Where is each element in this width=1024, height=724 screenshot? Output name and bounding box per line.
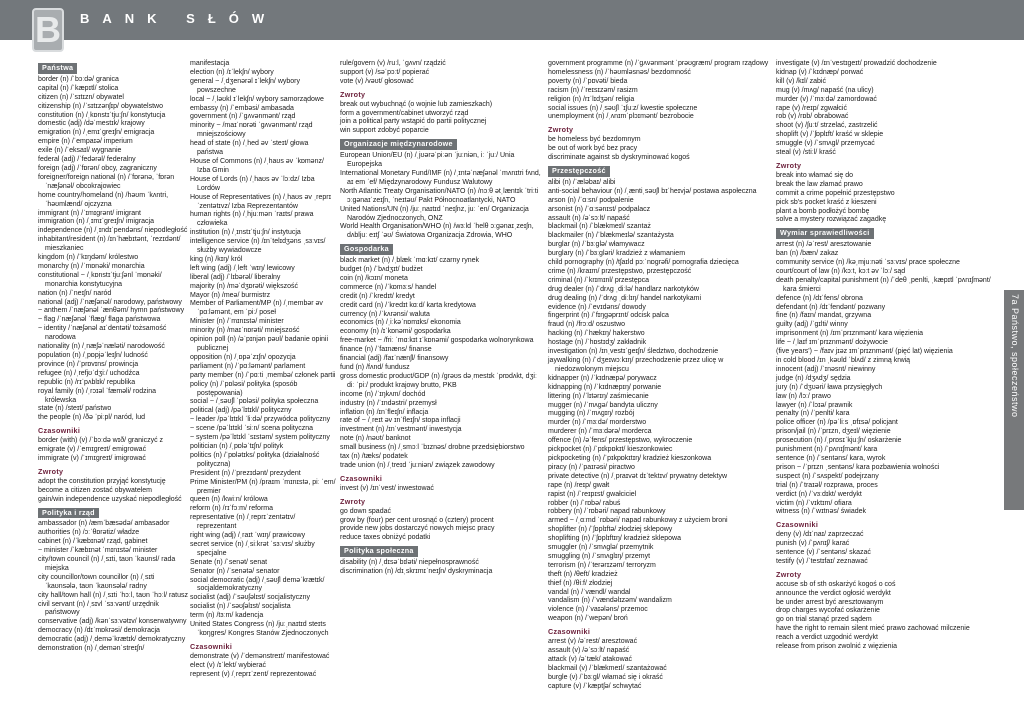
vocab-entry: grow by (four) per cent urosnąć o (cztery) procent xyxy=(340,516,494,524)
vocab-entry: ambassador (n) /æmˈbæsədə/ ambasador xyxy=(38,520,170,528)
vocab-entry: social democratic (adj) /ˌsəʊʃl deməˈkrætɪk/ socjaldemokratyczny xyxy=(190,576,325,593)
vocab-entry: (five years') ~ /faɪv jɪəz ɪmˈprɪznmənt/ (pięć lat) więzienia xyxy=(776,348,953,356)
vocab-entry: finance (n) /ˈfaɪnæns/ finanse xyxy=(340,346,432,354)
vocab-entry: United States Congress (n) /juːˌnaɪtɪd steɪts ˈkɒŋɡres/ Kongres Stanów Zjednoczonych xyxy=(190,621,329,637)
section-heading: Gospodarka xyxy=(340,244,393,255)
vocab-entry: trial (n) /ˈtraɪəl/ rozprawa, proces xyxy=(776,481,878,489)
vocab-entry: emigration (n) /ˌemɪˈɡreɪʃn/ emigracja xyxy=(38,129,155,137)
vocab-entry: democracy (n) /dɪˈmɒkrəsi/ demokracja xyxy=(38,627,160,635)
vocab-entry: ~ flag /ˈnæʃənəl ˈflæɡ/ flaga państwowa xyxy=(38,316,161,324)
vocab-entry: inflation (n) /ɪnˈfleɪʃn/ inflacja xyxy=(340,408,429,416)
vocab-entry: blackmailer (n) /ˈblækmeɪlə/ szantażysta xyxy=(548,232,674,240)
vocab-entry: black market (n) /ˌblæk ˈmɑːkɪt/ czarny rynek xyxy=(340,257,480,265)
vocab-entry: election (n) /ɪˈlekʃn/ wybory xyxy=(190,68,274,76)
vocab-entry: police officer (n) /pəˈliːs ˌɒfɪsə/ policjant xyxy=(776,419,898,427)
vocab-entry: reach a verdict uzgodnić werdykt xyxy=(776,634,878,642)
vocab-entry: queen (n) /kwiːn/ królowa xyxy=(190,496,268,504)
vocab-entry: ~ system /pəˈlɪtɪkl ˈsɪstəm/ system polityczny xyxy=(190,434,330,442)
vocab-entry: jury (n) /ˈdʒʊəri/ ława przysięgłych xyxy=(776,383,883,391)
section-heading: Polityka i rząd xyxy=(38,508,99,519)
vocab-entry: kidnapping (n) /ˈkɪdnæpɪŋ/ porwanie xyxy=(548,383,662,391)
vocab-entry: foreign (adj) /ˈfɒrən/ obcy, zagraniczny xyxy=(38,164,157,172)
vocab-entry: opposition (n) /ˌɒpəˈzɪʃn/ opozycja xyxy=(190,353,296,361)
vocab-entry: politics (n) /ˈpɒlətɪks/ polityka (działalność polityczna) xyxy=(190,451,320,468)
vocab-entry: solve a mystery rozwiązać zagadkę xyxy=(776,216,887,224)
vocab-entry: terrorism (n) /ˈterərɪzəm/ terroryzm xyxy=(548,561,656,569)
vocab-entry: racism (n) /ˈreɪsɪzəm/ rasizm xyxy=(548,86,638,94)
vocab-entry: represent (v) /ˌreprɪˈzent/ reprezentować xyxy=(190,670,317,678)
vocab-entry: term (n) /tɜːm/ kadencja xyxy=(190,612,264,620)
vocab-entry: anti-social behaviour (n) /ˌæntiˌsəʊʃl bɪˈheɪvjə/ postawa aspołeczna xyxy=(548,187,757,195)
vocab-entry: shoplifter (n) /ˈʃɒplɪftə/ złodziej sklepowy xyxy=(548,526,673,534)
section-heading: Przestępczość xyxy=(548,166,610,177)
section-letter: B xyxy=(32,8,64,52)
vocab-entry: rob (v) /rɒb/ obrabować xyxy=(776,113,849,121)
vocab-entry: ~ scene /pəˈlɪtɪkl ˈsiːn/ scena polityczna xyxy=(190,425,314,433)
vocab-entry: demonstration (n) /ˌdemənˈstreɪʃn/ xyxy=(38,645,145,653)
vocab-entry: child pornography (n) /tʃaɪld pɔːˈnɒɡrəfi/ pornografia dziecięca xyxy=(548,259,739,267)
vocab-entry: republic (n) /rɪˈpʌblɪk/ republika xyxy=(38,378,136,386)
vocab-entry: defence (n) /dɪˈfens/ obrona xyxy=(776,294,863,302)
vocab-entry: plant a bomb podłożyć bombę xyxy=(776,207,870,215)
vocab-entry: rate of ~ /ˌreɪt əv ɪnˈfleɪʃn/ stopa inflacji xyxy=(340,417,461,425)
vocab-entry: foreigner/foreign national (n) /ˈfɒrənə, ˈfɒrən ˈnæʃənəl/ obcokrajowiec xyxy=(38,173,175,190)
vocab-entry: province (n) /ˈprɒvɪns/ prowincja xyxy=(38,360,139,368)
vocab-entry: fine (n) /faɪn/ mandat, grzywna xyxy=(776,312,872,320)
vocab-entry: representative (n) /ˌreprɪˈzentətɪv/ reprezentant xyxy=(190,514,296,531)
vocab-entry: join a political party wstąpić do partii politycznej xyxy=(340,118,487,126)
vocab-entry: prison/jail (n) /ˈprɪzn, dʒeɪl/ więzienie xyxy=(776,428,891,436)
vocab-entry: penalty (n) /ˈpenlti/ kara xyxy=(776,410,850,418)
vocab-entry: citizen (n) /ˈsɪtɪzn/ obywatel xyxy=(38,93,124,101)
vocab-entry: alibi (n) /ˈæləbaɪ/ alibi xyxy=(548,178,616,186)
side-tab[interactable] xyxy=(1004,290,1024,510)
vocab-entry: emigrate (v) /ˈemɪɡreɪt/ emigrować xyxy=(38,446,147,454)
vocab-entry: suspect (n) /ˈsʌspekt/ podejrzany xyxy=(776,472,879,480)
vocab-entry: become a citizen zostać obywatelem xyxy=(38,486,152,494)
vocab-entry: be under arrest być aresztowanym xyxy=(776,598,884,606)
subsection-heading: Czasowniki xyxy=(548,627,591,637)
vocab-entry: shoplift (v) /ˈʃɒplɪft/ kraść w sklepie xyxy=(776,131,884,139)
vocab-entry: prosecution (n) /ˌprɒsɪˈkjuːʃn/ oskarżenie xyxy=(776,437,902,445)
vocab-entry: court/court of law (n) /kɔːt, kɔːt əv ˈlɔː/ sąd xyxy=(776,267,906,275)
vocab-entry: crime (n) /kraɪm/ przestępstwo, przestępczość xyxy=(548,267,692,275)
vocab-entry: city/town council (n) /ˌsɪti, taʊn ˈkaʊnsl/ rada miejska xyxy=(38,556,176,572)
vocab-entry: murderer (n) /ˈmɜːdərə/ morderca xyxy=(548,428,652,436)
subsection-heading: Zwroty xyxy=(340,496,366,506)
section-heading: Państwa xyxy=(38,63,77,74)
vocab-entry: trade union (n) /ˌtreɪd ˈjuːniən/ związek zawodowy xyxy=(340,461,495,469)
vocab-entry: drop charges wycofać oskarżenie xyxy=(776,607,880,615)
vocab-entry: testify (v) /ˈtestɪfaɪ/ zeznawać xyxy=(776,557,868,565)
vocab-entry: opinion poll (n) /əˈpɪnjən pəʊl/ badanie opinii publicznej xyxy=(190,336,329,352)
vocab-entry: smuggler (n) /ˈsmʌɡlə/ przemytnik xyxy=(548,544,654,552)
column-5 xyxy=(776,60,1001,652)
vocab-entry: evidence (n) /ˈevɪdəns/ dowody xyxy=(548,303,646,311)
vocab-entry: pick sb's pocket kraść z kieszeni xyxy=(776,198,877,206)
vocab-entry: hostage (n) /ˈhɒstɪdʒ/ zakładnik xyxy=(548,339,647,347)
vocab-entry: nationality (n) /ˌnæʃəˈnæləti/ narodowość xyxy=(38,343,165,351)
vocab-entry: constitutional ~ /ˌkɒnstɪˈtjuːʃənl ˈmɒnəki/ monarchia konstytucyjna xyxy=(38,271,162,288)
vocab-entry: note (n) /nəʊt/ banknot xyxy=(340,435,411,443)
subsection-heading: Zwroty xyxy=(340,89,366,99)
vocab-entry: investigation (n) /ɪnˌvestɪˈɡeɪʃn/ śledztwo, dochodzenie xyxy=(548,348,719,356)
vocab-entry: immigration (n) /ˌɪmɪˈɡreɪʃn/ imigracja xyxy=(38,218,154,226)
vocab-entry: head of state (n) /ˌhed əv ˈsteɪt/ głowa państwa xyxy=(190,140,309,157)
vocab-entry: independence (n) /ˌɪndɪˈpendəns/ niepodległość xyxy=(38,227,188,235)
vocab-entry: government (n) /ˈɡʌvənmənt/ rząd xyxy=(190,113,296,121)
vocab-entry: socialist (n) /ˈsəʊʃəlɪst/ socjalista xyxy=(190,603,291,611)
vocab-entry: murder (n) /ˈmɜːdə/ morderstwo xyxy=(548,419,647,427)
vocab-entry: arrest (n) /əˈrest/ aresztowanie xyxy=(776,241,872,249)
vocab-entry: financial (adj) /faɪˈnænʃl/ finansowy xyxy=(340,355,449,363)
vocab-entry: steal (v) /stiːl/ kraść xyxy=(776,149,836,157)
vocab-entry: poverty (n) /ˈpɒvəti/ bieda xyxy=(548,77,628,85)
vocab-entry: citizenship (n) /ˈsɪtɪzənʃɪp/ obywatelstwo xyxy=(38,102,163,110)
vocab-entry: kill (v) /kɪl/ zabić xyxy=(776,77,826,85)
vocab-entry: House of Lords (n) /ˌhaʊs əv ˈlɔːdz/ Izba Lordów xyxy=(190,175,315,192)
vocab-entry: vandalism (n) /ˈvændəlɪzəm/ wandalizm xyxy=(548,597,672,605)
vocab-entry: in cold blood /ɪn ˌkəʊld ˈblʌd/ z zimną krwią xyxy=(776,357,911,364)
vocab-entry: Member of Parliament/MP (n) /ˌmembər əv ˈpɑːləmənt, em ˈpiː/ poseł xyxy=(190,300,323,317)
vocab-entry: littering (n) /ˈlɪtərɪŋ/ zaśmiecanie xyxy=(548,392,649,400)
vocab-entry: kidnap (v) /ˈkɪdnæp/ porwać xyxy=(776,68,864,76)
vocab-entry: embassy (n) /ˈembəsi/ ambasada xyxy=(190,104,294,112)
vocab-entry: politician (n) /ˌpɒləˈtɪʃn/ polityk xyxy=(190,442,284,450)
vocab-entry: unemployment (n) /ˌʌnɪmˈplɔɪmənt/ bezrobocie xyxy=(548,113,694,121)
vocab-entry: civil servant (n) /ˌsɪvl ˈsɜːvənt/ urzędnik państwowy xyxy=(38,600,159,617)
vocab-entry: fund (n) /fʌnd/ fundusz xyxy=(340,364,410,371)
vocab-entry: ~ identity /ˈnæʃənəl aɪˈdentəti/ tożsamość narodowa xyxy=(38,325,167,342)
vocab-entry: be out of work być bez pracy xyxy=(548,145,638,153)
vocab-entry: verdict (n) /ˈvɜːdɪkt/ werdykt xyxy=(776,490,862,498)
vocab-entry: weapon (n) /ˈwepən/ broń xyxy=(548,615,628,623)
vocab-entry: smuggle (v) /ˈsmʌɡl/ przemycać xyxy=(776,140,875,148)
vocab-entry: intelligence service (n) /ɪnˈtelɪdʒəns ˌsɜːvɪs/ służby wywiadowcze xyxy=(190,238,326,255)
vocab-entry: elect (v) /ɪˈlekt/ wybierać xyxy=(190,661,267,669)
vocab-entry: jaywalking (n) /ˈdʒeɪwɔːkɪŋ/ przechodzenie przez ulicę w niedozwolonym miejscu xyxy=(548,357,724,373)
vocab-entry: liberal (adj) /ˈlɪbərəl/ liberalny xyxy=(190,273,281,281)
vocab-entry: mugging (n) /ˈmʌɡɪŋ/ rozbój xyxy=(548,410,635,418)
vocab-entry: border (with) (v) /ˈbɔːdə wɪð/ graniczyć z xyxy=(38,437,164,445)
vocab-entry: announce the verdict ogłosić werdykt xyxy=(776,589,891,597)
vocab-entry: king (n) /kɪŋ/ król xyxy=(190,255,243,263)
vocab-entry: federal (adj) /ˈfedərəl/ federalny xyxy=(38,156,136,164)
vocab-entry: prison ~ /ˈprɪzn ˌsentəns/ kara pozbawienia wolności xyxy=(776,463,940,471)
vocab-entry: homelessness (n) /ˈhəʊmləsnəs/ bezdomność xyxy=(548,68,691,76)
vocab-entry: mug (v) /mʌɡ/ napaść (na ulicy) xyxy=(776,86,874,94)
vocab-entry: the people (n) /ðə ˈpiːpl/ naród, lud xyxy=(38,414,146,422)
vocab-entry: kingdom (n) /ˈkɪŋdəm/ królestwo xyxy=(38,254,139,262)
vocab-entry: life ~ /ˌlaɪf ɪmˈprɪznmənt/ dożywocie xyxy=(776,339,888,347)
vocab-entry: North Atlantic Treaty Organisation/NATO (n) /nɔːθ ətˌlæntɪk ˈtriːti ɔːɡənaɪˈzeɪʃn, ˈneɪtəʊ/ Pakt Północnoatlantycki, NATO xyxy=(340,187,539,204)
vocab-entry: industry (n) /ˈɪndəstri/ przemysł xyxy=(340,399,437,407)
vocab-entry: institution (n) /ˌɪnstɪˈtjuːʃn/ instytucja xyxy=(190,229,301,237)
vocab-entry: minority (n) /maɪˈnɒrəti/ mniejszość xyxy=(190,327,300,335)
vocab-entry: policy (n) /ˈpɒləsi/ polityka (sposób postępowania) xyxy=(190,380,298,397)
vocab-entry: discriminate against sb dyskryminować kogoś xyxy=(548,154,690,162)
vocab-entry: violence (n) /ˈvaɪələns/ przemoc xyxy=(548,606,648,614)
vocab-entry: World Health Organisation/WHO (n) /wɜːld ˈhelθ ɔːɡənaɪˌzeɪʃn, dʌbljuː eɪtʃ ˈəʊ/ Światowa Organizacja Zdrowia, WHO xyxy=(340,223,534,240)
vocab-entry: piracy (n) /ˈpaɪrəsi/ piractwo xyxy=(548,463,635,471)
vocab-entry: drug dealer (n) /ˈdrʌɡ ˌdiːlə/ handlarz narkotyków xyxy=(548,285,699,293)
vocab-entry: economics (n) /ˌiːkəˈnɒmɪks/ ekonomia xyxy=(340,319,461,327)
vocab-entry: innocent (adj) /ˈɪnəsnt/ niewinny xyxy=(776,365,876,373)
vocab-entry: economy (n) /ɪˈkɒnəmi/ gospodarka xyxy=(340,328,451,336)
vocab-entry: kidnapper (n) /ˈkɪdnæpə/ porywacz xyxy=(548,374,657,382)
column-2 xyxy=(190,60,336,680)
vocab-entry: cabinet (n) /ˈkæbɪnət/ rząd, gabinet xyxy=(38,538,148,546)
vocab-entry: blackmail (n) /ˈblækmeɪl/ szantaż xyxy=(548,223,651,231)
vocab-entry: Minister (n) /ˈmɪnɪstə/ minister xyxy=(190,318,284,326)
vocab-entry: community service (n) /kəˌmjuːnəti ˈsɜːvɪs/ prace społeczne xyxy=(776,259,960,267)
vocab-entry: capital (n) /ˈkæpɪtl/ stolica xyxy=(38,84,119,92)
subsection-heading: Zwroty xyxy=(776,160,802,170)
vocab-entry: murder (v) /ˈmɜːdə/ zamordować xyxy=(776,95,877,103)
vocab-entry: empire (n) /ˈempaɪə/ imperium xyxy=(38,138,133,146)
vocab-entry: have the right to remain silent mieć prawo zachować milczenie xyxy=(776,625,970,633)
vocab-entry: ban (n) /bæn/ zakaz xyxy=(776,250,839,258)
vocab-entry: constitution (n) /ˌkɒnstɪˈtjuːʃn/ konstytucja xyxy=(38,111,166,119)
vocab-entry: defendant (n) /dɪˈfendənt/ pozwany xyxy=(776,303,886,311)
vocab-entry: disability (n) /ˌdɪsəˈbɪləti/ niepełnosprawność xyxy=(340,559,479,567)
vocab-entry: deny (v) /dɪˈnaɪ/ zaprzeczać xyxy=(776,531,864,539)
vocab-entry: burglar (n) /ˈbɜːɡlə/ włamywacz xyxy=(548,241,645,249)
subsection-heading: Czasowniki xyxy=(38,426,81,436)
vocab-entry: rape (n) /reɪp/ gwałt xyxy=(548,481,610,489)
vocab-entry: authorities (n) /ɔːˈθɒrətiz/ władze xyxy=(38,529,140,537)
vocab-entry: criminal (n) /ˈkrɪmɪnl/ przestępca xyxy=(548,276,650,284)
vocab-entry: ~ minister /ˈkæbɪnət ˈmɪnɪstə/ minister xyxy=(38,547,158,555)
vocab-entry: form a government/cabinet utworzyć rząd xyxy=(340,109,469,117)
vocab-entry: social issues (n) /ˌsəʊʃl ˈɪʃuːz/ kwestie społeczne xyxy=(548,104,698,112)
vocab-entry: United Nations/UN (n) /juːˌnaɪtɪd ˈneɪʃnz, juː ˈen/ Organizacja Narodów Zjednoczonych, ONZ xyxy=(340,205,529,222)
vocab-entry: armed ~ /ˌɑːmd ˈrɒbəri/ napad rabunkowy z użyciem broni xyxy=(548,517,728,525)
subsection-heading: Czasowniki xyxy=(776,520,819,530)
vocab-entry: be homeless być bezdomnym xyxy=(548,136,641,144)
vocab-entry: reform (n) /rɪˈfɔːm/ reforma xyxy=(190,505,273,513)
vocab-entry: offence (n) /əˈfens/ przestępstwo, wykroczenie xyxy=(548,437,693,445)
vocab-entry: immigrate (v) /ˈɪmɪɡreɪt/ imigrować xyxy=(38,454,146,462)
vocab-entry: home country/homeland (n) /həʊm ˈkʌntri, ˈhəʊmlænd/ ojczyzna xyxy=(38,191,169,208)
vocab-entry: socialist (adj) /ˈsəʊʃəlɪst/ socjalistyczny xyxy=(190,594,311,602)
vocab-entry: adopt the constitution przyjąć konstytucję xyxy=(38,477,166,485)
vocab-entry: break the law złamać prawo xyxy=(776,180,863,188)
column-3 xyxy=(340,60,545,577)
vocab-entry: fingerprint (n) /ˈfɪŋɡəprɪnt/ odcisk palca xyxy=(548,312,669,320)
vocab-entry: thief (n) /θiːf/ złodziej xyxy=(548,579,613,587)
section-heading: Wymiar sprawiedliwości xyxy=(776,228,874,239)
vocab-entry: inhabitant/resident (n) /ɪnˈhæbɪtənt, ˈrezɪdənt/ mieszkaniec xyxy=(38,236,181,253)
vocab-entry: rapist (n) /ˈreɪpɪst/ gwałciciel xyxy=(548,490,637,498)
vocab-entry: blackmail (v) /ˈblækmeɪl/ szantażować xyxy=(548,664,667,672)
column-1 xyxy=(38,60,188,654)
vocab-entry: robbery (n) /ˈrɒbəri/ napad rabunkowy xyxy=(548,508,666,516)
vocab-entry: investment (n) /ɪnˈvestmənt/ inwestycja xyxy=(340,426,462,434)
vocab-entry: general ~ /ˌdʒenərəl ɪˈlekʃn/ wybory powszechne xyxy=(190,77,300,94)
vocab-entry: punishment (n) /ˈpʌnɪʃmənt/ kara xyxy=(776,446,878,454)
vocab-entry: robber (n) /ˈrɒbə/ rabuś xyxy=(548,499,621,507)
vocab-entry: pickpocket (n) /ˈpɪkpɒkɪt/ kieszonkowiec xyxy=(548,446,673,454)
vocab-entry: commerce (n) /ˈkɒmɜːs/ handel xyxy=(340,283,437,291)
side-tab-label: 7a Państwo, społeczeństwo xyxy=(1010,294,1020,418)
vocab-entry: income (n) /ˈɪŋkʌm/ dochód xyxy=(340,390,426,398)
vocab-entry: state (n) /steɪt/ państwo xyxy=(38,405,112,413)
vocab-entry: International Monetary Fund/IMF (n) /ˌɪntəˈnæʃənəl ˈmʌnɪtri fʌnd, aɪ em ˈef/ Międzynarodowy Fundusz Walutowy xyxy=(340,169,541,186)
subsection-heading: Zwroty xyxy=(548,125,574,135)
vocab-entry: judge (n) /dʒʌdʒ/ sędzia xyxy=(776,374,851,382)
vocab-entry: guilty (adj) /ˈɡɪlti/ winny xyxy=(776,321,848,329)
vocab-entry: coin (n) /kɔɪn/ moneta xyxy=(340,274,408,282)
vocab-entry: President (n) /ˈprezɪdənt/ prezydent xyxy=(190,469,301,477)
vocab-entry: European Union/EU (n) /ˌjʊərəˈpiːən ˈjuːniən, iː ˈjuː/ Unia Europejska xyxy=(340,152,515,169)
vocab-entry: city hall/town hall (n) /ˌsɪti ˈhɔːl, taʊn ˈhɔːl/ ratusz xyxy=(38,591,189,599)
vocab-entry: lawyer (n) /ˈlɔɪə/ prawnik xyxy=(776,401,853,409)
subsection-heading: Zwroty xyxy=(776,569,802,579)
vocab-entry: reduce taxes obniżyć podatki xyxy=(340,534,431,542)
vocab-entry: majority (n) /məˈdʒɒrəti/ większość xyxy=(190,282,299,290)
vocab-entry: religion (n) /rɪˈlɪdʒən/ religia xyxy=(548,95,635,103)
vocab-entry: Senator (n) /ˈsenətə/ senator xyxy=(190,567,280,575)
vocab-entry: attack (v) /əˈtæk/ atakować xyxy=(548,655,633,663)
vocab-entry: invest (v) /ɪnˈvest/ inwestować xyxy=(340,484,434,492)
vocab-entry: investigate (v) /ɪnˈvestɪɡeɪt/ prowadzić dochodzenie xyxy=(776,60,937,67)
vocab-entry: commit a crime popełnić przestępstwo xyxy=(776,189,895,197)
vocab-entry: House of Representatives (n) /ˌhaʊs əv ˌreprɪˈzentətɪvz/ Izba Reprezentantów xyxy=(190,193,332,210)
vocab-entry: monarchy (n) /ˈmɒnəki/ monarchia xyxy=(38,262,145,270)
vocab-entry: break into włamać się do xyxy=(776,171,854,179)
vocab-entry: shoplifting (n) /ˈʃɒplɪftɪŋ/ kradzież sklepowa xyxy=(548,535,681,543)
vocab-entry: sentence (n) /ˈsentəns/ kara, wyrok xyxy=(776,454,886,462)
vocab-entry: local ~ /ˌləʊkl ɪˈlekʃn/ wybory samorządowe xyxy=(190,95,324,103)
vocab-entry: national (adj) /ˈnæʃənəl/ narodowy, państwowy xyxy=(38,298,182,306)
vocab-entry: secret service (n) /ˌsiːkrət ˈsɜːvɪs/ służby specjalne xyxy=(190,540,315,557)
vocab-entry: city councillor/town councillor (n) /ˌsɪti ˈkaʊnsələ, taʊn ˈkaʊnsələ/ radny xyxy=(38,573,155,590)
vocab-entry: go down spadać xyxy=(340,507,391,515)
vocab-entry: hacking (n) /ˈhækɪŋ/ hakerstwo xyxy=(548,330,645,338)
vocab-entry: left wing (adj) /ˌleft ˈwɪŋ/ lewicowy xyxy=(190,264,295,272)
vocab-entry: imprisonment (n) /ɪmˈprɪznmənt/ kara więzienia xyxy=(776,330,923,338)
vocab-entry: fraud (n) /frɔːd/ oszustwo xyxy=(548,321,626,329)
vocab-entry: small business (n) /ˌsmɔːl ˈbɪznəs/ drobne przedsiębiorstwo xyxy=(340,444,525,452)
vocab-entry: Prime Minister/PM (n) /praɪm ˈmɪnɪstə, piː ˈem/ premier xyxy=(190,478,336,495)
vocab-entry: nation (n) /ˈneɪʃn/ naród xyxy=(38,289,112,297)
vocab-entry: human rights (n) /ˌhjuːmən ˈraɪts/ prawa człowieka xyxy=(190,211,314,228)
vocab-entry: political (adj) /pəˈlɪtɪkl/ polityczny xyxy=(190,407,292,415)
vocab-entry: arson (n) /ˈɑːsn/ podpalenie xyxy=(548,196,634,204)
vocab-entry: credit card (n) /ˈkredɪt kɑːd/ karta kredytowa xyxy=(340,301,476,309)
vocab-entry: rape (v) /reɪp/ zgwałcić xyxy=(776,104,847,112)
vocab-entry: right wing (adj) /ˌraɪt ˈwɪŋ/ prawicowy xyxy=(190,532,306,540)
vocab-entry: ~ anthem /ˈnæʃənəl ˈænθəm/ hymn państwowy xyxy=(38,307,185,315)
vocab-entry: party member (n) /ˈpɑːti ˌmembə/ członek partii xyxy=(190,371,336,379)
vocab-entry: Mayor (n) /meə/ burmistrz xyxy=(190,291,271,299)
vocab-entry: population (n) /ˌpɒpjəˈleɪʃn/ ludność xyxy=(38,352,148,359)
vocab-entry: House of Commons (n) /ˌhaʊs əv ˈkɒmənz/ Izba Gmin xyxy=(190,157,324,174)
section-heading: Organizacje międzynarodowe xyxy=(340,139,457,150)
vocab-entry: shoot (v) /ʃuːt/ strzelać, zastrzelić xyxy=(776,122,878,130)
vocab-entry: support (v) /səˈpɔːt/ popierać xyxy=(340,68,430,76)
vocab-entry: death penalty/capital punishment (n) /ˈdeθ ˌpenlti, ˌkæpɪtl ˈpʌnɪʃmənt/ kara śmierci xyxy=(776,276,991,293)
vocab-entry: capture (v) /ˈkæptʃə/ schwytać xyxy=(548,682,642,690)
vocab-entry: mugger (n) /ˈmʌɡə/ bandyta uliczny xyxy=(548,401,658,409)
vocab-entry: government programme (n) /ˈɡʌvənmənt ˈprəʊɡræm/ program rządowy xyxy=(548,60,769,67)
vocab-entry: parliament (n) /ˈpɑːləmənt/ parlament xyxy=(190,362,306,370)
vocab-entry: accuse sb of sth oskarżyć kogoś o coś xyxy=(776,580,896,588)
subsection-heading: Zwroty xyxy=(38,466,64,476)
vocab-entry: domestic (adj) /dəˈmestɪk/ krajowy xyxy=(38,120,145,128)
vocab-entry: smuggling (n) /ˈsmʌɡlɪŋ/ przemyt xyxy=(548,552,651,560)
vocab-entry: democratic (adj) /ˌdeməˈkrætɪk/ demokratyczny xyxy=(38,636,186,644)
vocab-entry: Senate (n) /ˈsenət/ senat xyxy=(190,558,268,566)
vocab-entry: exile (n) /ˈeksaɪl/ wygnanie xyxy=(38,147,122,155)
vocab-entry: arrest (v) /əˈrest/ aresztować xyxy=(548,638,638,646)
vocab-entry: law (n) /lɔː/ prawo xyxy=(776,392,831,400)
vocab-entry: minority ~ /maɪˈnɒrəti ˈɡʌvənmənt/ rząd mniejszościowy xyxy=(190,122,313,139)
vocab-entry: drug dealing (n) /ˈdrʌɡ ˌdiːlɪŋ/ handel narkotykami xyxy=(548,294,702,302)
vocab-entry: gain/win independence uzyskać niepodległość xyxy=(38,495,182,503)
vocab-entry: assault (n) /əˈsɔːlt/ napaść xyxy=(548,214,630,222)
vocab-entry: witness (n) /ˈwɪtnəs/ świadek xyxy=(776,508,867,516)
vocab-entry: break out wybuchnąć (o wojnie lub zamieszkach) xyxy=(340,100,493,108)
vocab-entry: go on trial stanąć przed sądem xyxy=(776,616,872,624)
vocab-entry: vandal (n) /ˈvændl/ wandal xyxy=(548,588,631,596)
vocab-entry: arsonist (n) /ˈɑːsənɪst/ podpalacz xyxy=(548,205,651,213)
vocab-entry: border (n) /ˈbɔːdə/ granica xyxy=(38,75,119,83)
column-4 xyxy=(548,60,773,692)
vocab-entry: burglary (n) /ˈbɜːɡləri/ kradzież z włamaniem xyxy=(548,250,686,258)
vocab-entry: private detective (n) /ˌpraɪvət dɪˈtektɪv/ prywatny detektyw xyxy=(548,472,728,480)
vocab-entry: assault (v) /əˈsɔːlt/ napaść xyxy=(548,647,630,654)
vocab-entry: social ~ /ˌsəʊʃl ˈpɒləsi/ polityka społeczna xyxy=(190,398,319,406)
vocab-entry: ~ leader /pəˈlɪtɪkl ˈliːdə/ przywódca polityczny xyxy=(190,416,331,424)
section-heading: Polityka społeczna xyxy=(340,546,418,557)
vocab-entry: punish (v) /ˈpʌnɪʃ/ karać xyxy=(776,540,850,548)
vocab-entry: release from prison zwolnić z więzienia xyxy=(776,643,897,651)
vocab-entry: provide new jobs dostarczyć nowych miejsc pracy xyxy=(340,525,495,533)
vocab-entry: sentence (v) /ˈsentəns/ skazać xyxy=(776,549,871,557)
vocab-entry: vote (v) /vəʊt/ głosować xyxy=(340,77,414,85)
vocab-entry: discrimination (n) /dɪˌskrɪmɪˈneɪʃn/ dyskryminacja xyxy=(340,568,493,576)
vocab-entry: theft (n) /θeft/ kradzież xyxy=(548,570,618,578)
vocab-entry: win support zdobyć poparcie xyxy=(340,127,429,135)
vocab-entry: gross domestic product/GDP (n) /ɡrəʊs dəˌmestɪk ˈprɒdʌkt, dʒiː diː ˈpiː/ produkt krajowy brutto, PKB xyxy=(340,372,537,389)
vocab-entry: free-market ~ /friː ˈmɑːkɪt ɪˈkɒnəmi/ gospodarka wolnorynkowa xyxy=(340,337,534,345)
vocab-entry: victim (n) /ˈvɪktɪm/ ofiara xyxy=(776,499,852,507)
vocab-entry: currency (n) /ˈkʌrənsi/ waluta xyxy=(340,310,430,318)
vocab-entry: manifestacja xyxy=(190,60,230,67)
subsection-heading: Czasowniki xyxy=(340,473,383,483)
vocab-entry: burgle (v) /ˈbɜːɡl/ włamać się i okraść xyxy=(548,673,663,681)
subsection-heading: Czasowniki xyxy=(190,641,233,651)
vocab-entry: demonstrate (v) /ˈdemənstreɪt/ manifestować xyxy=(190,652,330,660)
vocab-entry: credit (n) /ˈkredɪt/ kredyt xyxy=(340,292,415,300)
vocab-entry: rule/govern (v) /ruːl, ˈɡʌvn/ rządzić xyxy=(340,60,446,67)
vocab-entry: conservative (adj) /kənˈsɜːvətɪv/ konserwatywny xyxy=(38,618,187,626)
vocab-entry: tax (n) /tæks/ podatek xyxy=(340,453,408,461)
vocab-entry: royal family (n) /ˌrɔɪəl ˈfæməli/ rodzina królewska xyxy=(38,387,157,404)
vocab-entry: immigrant (n) /ˈɪmɪɡrənt/ imigrant xyxy=(38,209,142,217)
page-title: BANK SŁÓW xyxy=(80,11,278,26)
vocab-entry: budget (n) /ˈbʌdʒɪt/ budżet xyxy=(340,266,423,274)
vocab-entry: pickpocketing (n) /ˈpɪkpɒkɪtɪŋ/ kradzież kieszonkowa xyxy=(548,454,712,462)
vocab-entry: refugee (n) /ˌrefjʊˈdʒiː/ uchodźca xyxy=(38,369,140,377)
